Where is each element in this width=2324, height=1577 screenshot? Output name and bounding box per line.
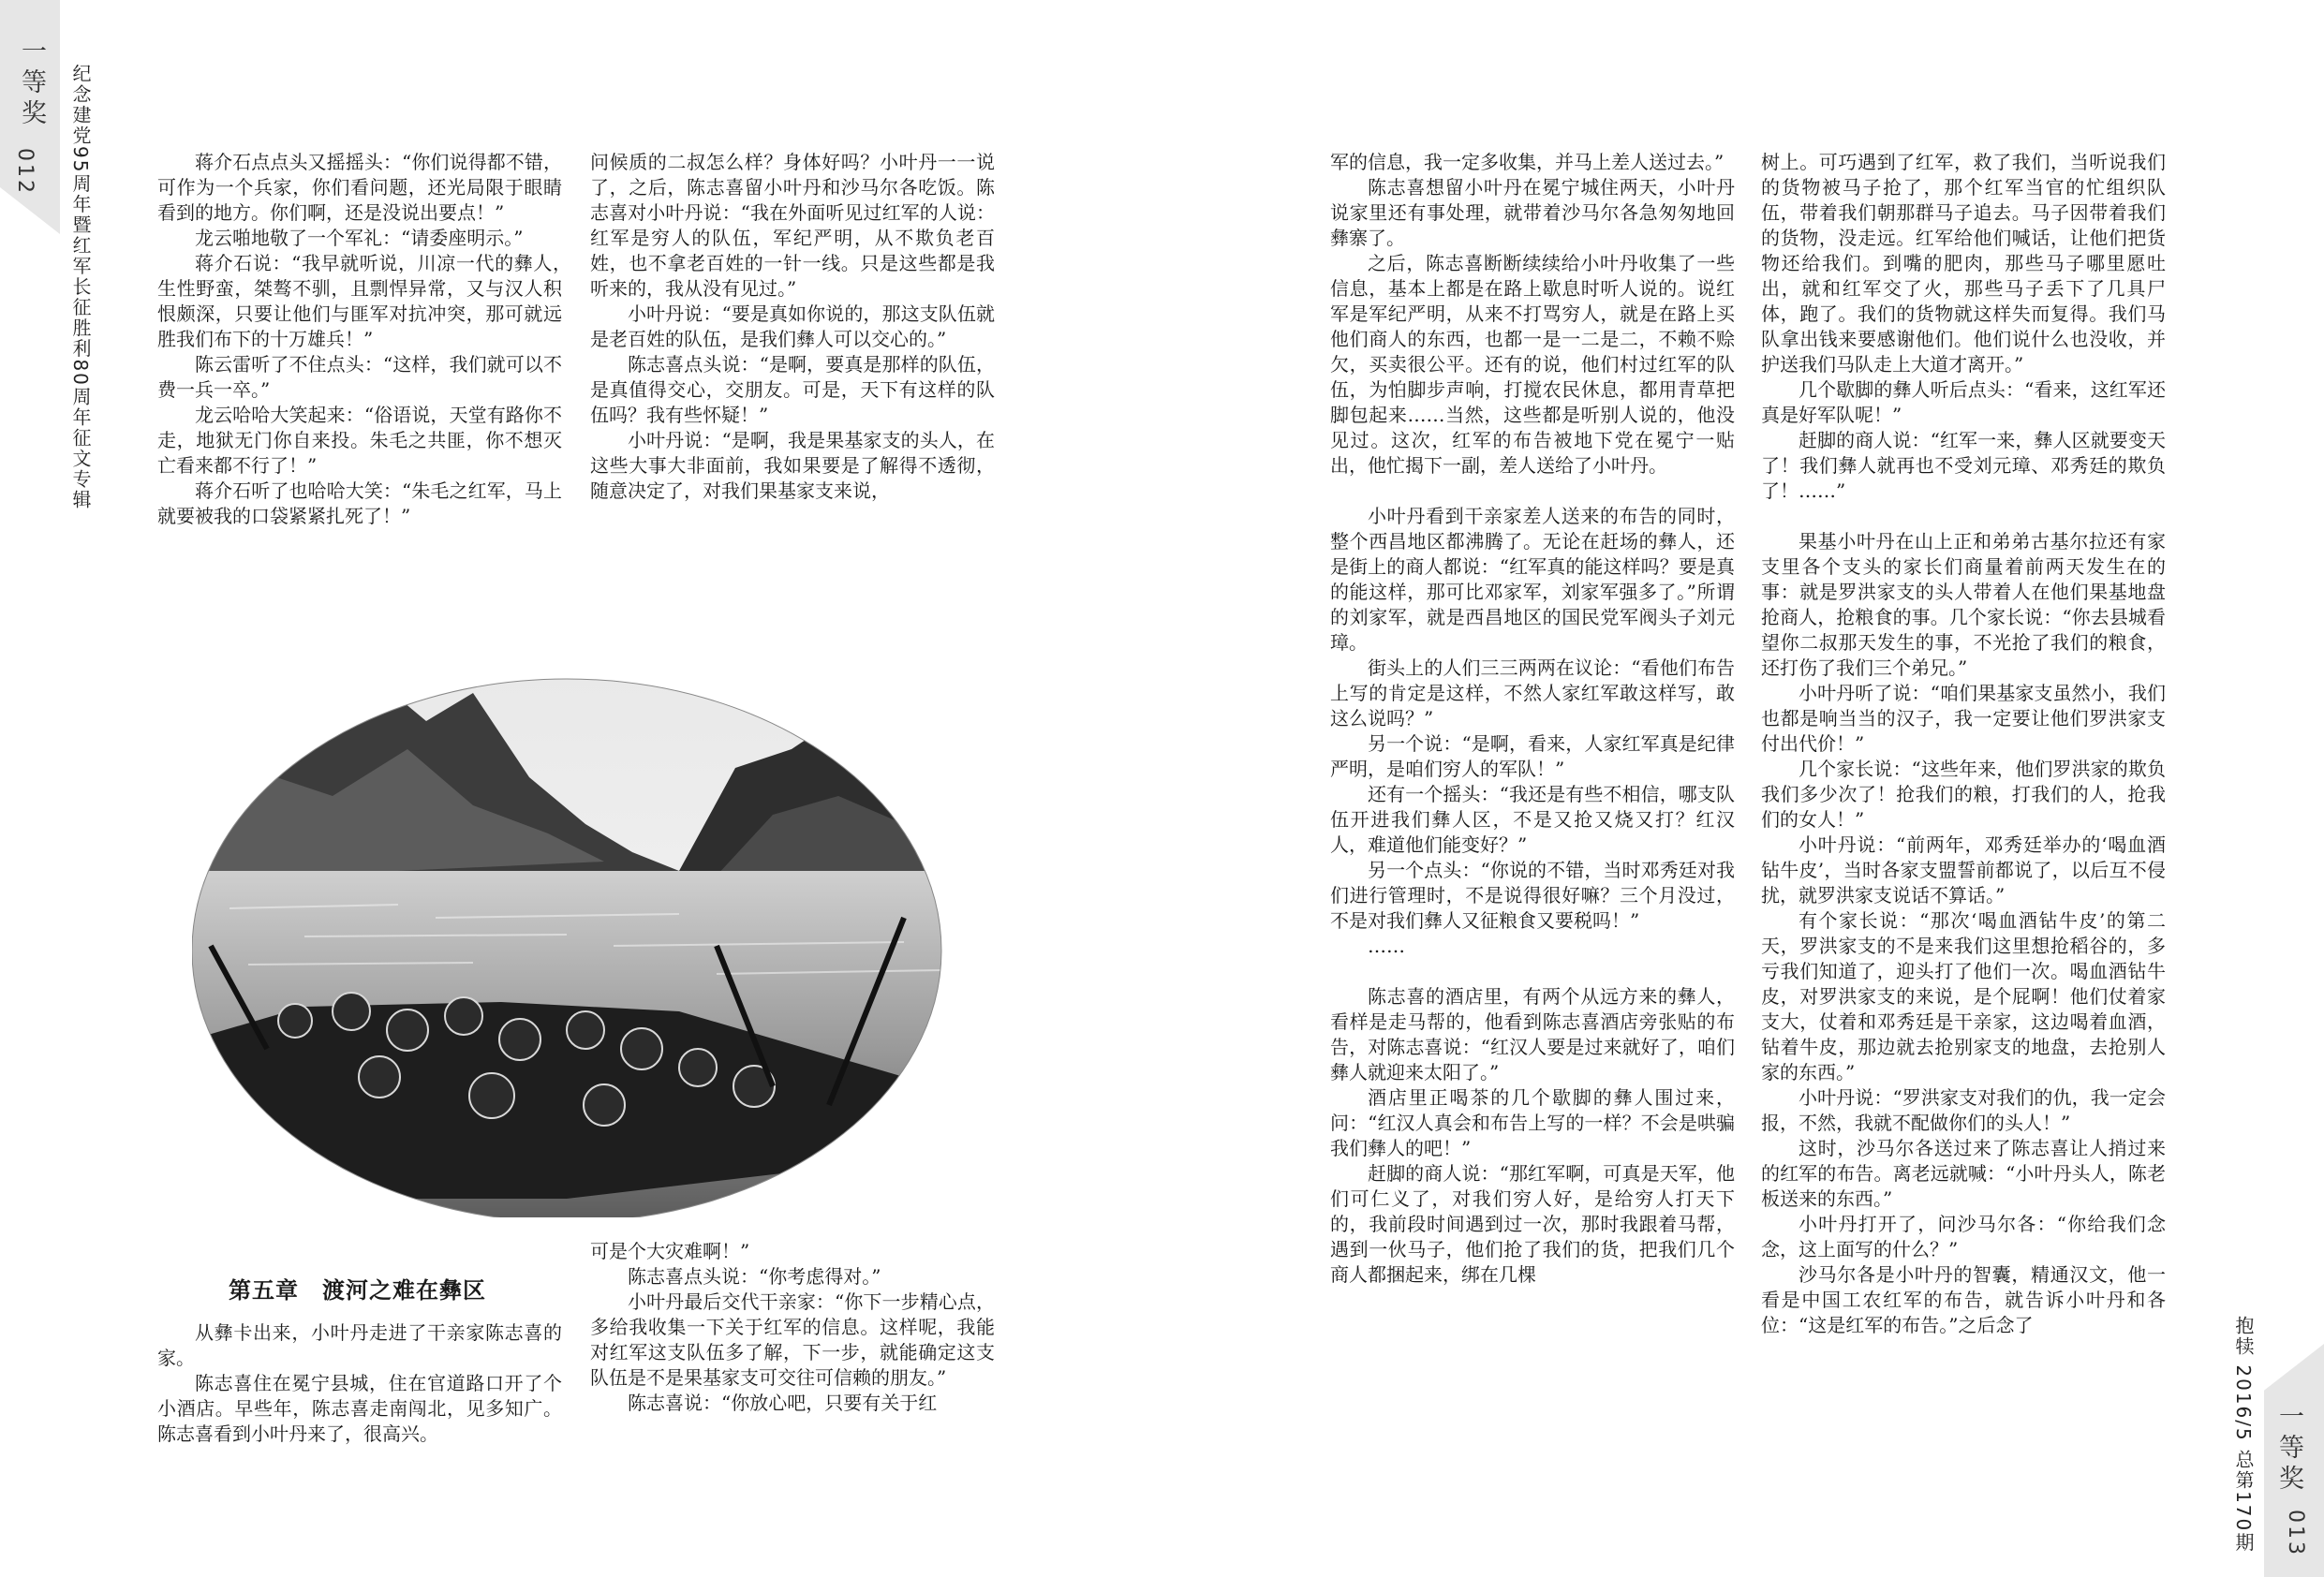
text-column-1 (157, 150, 581, 529)
paragraph: 小叶丹说：“是啊，我是果基家支的头人，在这些大事大非面前，我如果要是了解得不透彻，随意决定了，对我们果基家支来说， (590, 429, 995, 502)
paragraph: 几个歇脚的彝人听后点头：“看来，这红军还真是好军队呢！” (1761, 378, 2166, 426)
left-award-label: 一等奖 (17, 37, 46, 130)
paragraph: 酒店里正喝茶的几个歇脚的彝人围过来，问：“红汉人真会和布告上写的一样？不会是哄骗我们彝人的吧！” (1330, 1086, 1735, 1159)
right-page-number: 013 (2284, 1510, 2307, 1557)
paragraph: 这时，沙马尔各送过来了陈志喜让人捎过来的红军的布告。离老远就喊：“小叶丹头人，陈老板送来的东西。” (1761, 1137, 2166, 1210)
paragraph: 小叶丹说：“要是真如你说的，那这支队伍就是老百姓的队伍，是我们彝人可以交心的。” (590, 302, 995, 350)
right-page (1162, 0, 2324, 1577)
paragraph: 陈志喜想留小叶丹在冕宁城住两天，小叶丹说家里还有事处理，就带着沙马尔各急匆匆地回彝寨了。 (1330, 176, 1735, 249)
paragraph: 陈志喜点头说：“是啊，要真是那样的队伍，是真值得交心，交朋友。可是，天下有这样的队伍吗？我有些怀疑！” (590, 353, 995, 426)
text-column-2 (590, 150, 995, 504)
paragraph: 赶脚的商人说：“红军一来，彝人区就要变天了！我们彝人就再也不受刘元璋、邓秀廷的欺负了！……” (1761, 429, 2166, 502)
paragraph: 小叶丹说：“前两年，邓秀廷举办的‘喝血酒钻牛皮’，当时各家支盟誓前都说了，以后互不侵扰，就罗洪家支说话不算话。” (1761, 833, 2166, 906)
issue-label: 抱犊 2016/5 总第170期 (2232, 1316, 2255, 1554)
paragraph: 小叶丹打开了，问沙马尔各：“你给我们念念，这上面写的什么？” (1761, 1213, 2166, 1260)
river-crossing-illustration (192, 637, 1129, 1217)
paragraph: 龙云啪地敬了一个军礼：“请委座明示。” (195, 227, 524, 249)
paragraph: 街头上的人们三三两两在议论：“看他们布告上写的肯定是这样，不然人家红军敢这样写，敢这么说吗？” (1330, 656, 1735, 730)
paragraph: 陈志喜的酒店里，有两个从远方来的彝人，看样是走马帮的，他看到陈志喜酒店旁张贴的布告，对陈志喜说：“红汉人要是过来就好了，咱们彝人就迎来太阳了。” (1330, 985, 1735, 1083)
paragraph: 蒋介石说：“我早就听说，川凉一代的彝人， 生性野蛮，桀骜不驯，且剽悍异常，又与汉人积恨颇深，只要让他们与匪军对抗冲突，那可就远胜我们布下的十万雄兵！” (157, 252, 581, 350)
paragraph: 赶脚的商人说：“那红军啊，可真是天军，他们可仁义了，对我们穷人好，是给穷人打天下的，我前段时间遇到过一次，那时我跟着马帮，遇到一伙马子，他们抢了我们的货，把我们几个商人都捆起来，绑在几棵 (1330, 1162, 1735, 1286)
paragraph: 蒋介石点点头又摇摇头：“你们说得都不错，可作为一个兵家，你们看问题，还光局限于眼睛看到的地方。你们啊，还是没说出要点！” (157, 151, 562, 224)
text-column-4 (590, 1239, 995, 1416)
paragraph: 之后，陈志喜断断续续给小叶丹收集了一些信息，基本上都是在路上歇息时听人说的。说红军是军纪严明，从来不打骂穷人，就是在路上买他们商人的东西，也都一是一二是二，不赖不赊欠，买卖很公平。还有的说，他们村过红军的队伍，为怕脚步声响，打搅农民休息，都用青草把脚包起来……当然，这些都是听别人说的，他没见过。这次，红军的布告被地下党在冕宁一贴出，他忙揭下一副，差人送给了小叶丹。 (1330, 252, 1735, 477)
paragraph: 树上。可巧遇到了红军，救了我们，当听说我们的货物被马子抢了，那个红军当官的忙组织队伍，带着我们朝那群马子追去。马子因带着我们的货物，没走远。红军给他们喊话，让他们把货物还给我们。到嘴的肥肉，那些马子哪里愿吐出，就和红军交了火，那些马子丢下了几具尸体，跑了。我们的货物就这样失而复得。我们马队拿出钱来要感谢他们。他们说什么也没收，并护送我们马队走上大道才离开。” (1761, 151, 2166, 376)
paragraph: 蒋介石听了也哈哈大笑：“朱毛之红军，马上就要被我的口袋紧紧扎死了！” (157, 479, 562, 527)
paragraph: 另一个点头：“你说的不错，当时邓秀廷对我们进行管理时，不是说得很好嘛？三个月没过，不是对我们彝人又征粮食又要税吗！” (1330, 859, 1735, 932)
paragraph: 果基小叶丹在山上正和弟弟古基尔拉还有家支里各个支头的家长们商量着前两天发生在的事：就是罗洪家支的头人带着人在他们果基地盘抢商人，抢粮食的事。几个家长说：“你去县城看望你二叔那天发生的事，不光抢了我们的粮食，还打伤了我们三个弟兄。” (1761, 530, 2166, 679)
paragraph: 小叶丹说：“罗洪家支对我们的仇，我一定会报，不然，我就不配做你们的头人！” (1761, 1086, 2166, 1134)
left-page-number: 012 (13, 148, 37, 196)
paragraph: 陈志喜说：“你放心吧，只要有关于红 (628, 1392, 938, 1414)
paragraph: 龙云哈哈大笑起来：“俗语说，天堂有路你不走，地狱无门你自来投。朱毛之共匪，你不想灭亡看来都不行了！” (157, 404, 562, 477)
paragraph: 还有一个摇头：“我还是有些不相信，哪支队伍开进我们彝人区，不是又抢又烧又打？红汉人，难道他们能变好？” (1330, 783, 1735, 856)
paragraph: 小叶丹看到干亲家差人送来的布告的同时，整个西昌地区都沸腾了。无论在赶场的彝人，还是街上的商人都说：“红军真的能这样吗？要是真的能这样，那可比邓家军，刘家军强多了。”所谓的刘家军，就是西昌地区的国民党军阀头子刘元璋。 (1330, 505, 1735, 654)
paragraph: 沙马尔各是小叶丹的智囊，精通汉文，他一看是中国工农红军的布告，就告诉小叶丹和各位：“这是红军的布告。”之后念了 (1761, 1263, 2166, 1336)
column-title: 纪念建党95周年暨红军长征胜利80周年征文专辑 (69, 64, 92, 510)
paragraph: 军的信息，我一定多收集，并马上差人送过去。” (1330, 151, 1724, 173)
text-column-6 (1761, 150, 2166, 1338)
paragraph: 陈志喜住在冕宁县城，住在官道路口开了个小酒店。早些年，陈志喜走南闯北，见多知广。陈志喜看到小叶丹来了，很高兴。 (157, 1372, 562, 1445)
paragraph: 有个家长说：“那次‘喝血酒钻牛皮’的第二天，罗洪家支的不是来我们这里想抢稻谷的，多亏我们知道了，迎头打了他们一次。喝血酒钻牛皮，对罗洪家支的来说，是个屁啊！他们仗着家支大，仗着和邓秀廷是干亲家，这边喝着血酒，钻着牛皮，那边就去抢别家支的地盘，去抢别人家的东西。” (1761, 909, 2166, 1083)
paragraph: …… (1368, 935, 1405, 957)
paragraph: 几个家长说：“这些年来，他们罗洪家的欺负我们多少次了！抢我们的粮，打我们的人，抢我们的女人！” (1761, 758, 2166, 831)
paragraph: 可是个大灾难啊！” (590, 1240, 750, 1262)
right-award-label: 一等奖 (2274, 1403, 2303, 1496)
chapter-title: 第五章 渡河之难在彝区 (229, 1277, 486, 1304)
paragraph: 小叶丹听了说：“咱们果基家支虽然小，我们也都是响当当的汉子，我一定要让他们罗洪家支付出代价！” (1761, 682, 2166, 755)
paragraph: 另一个说：“是啊，看来，人家红军真是纪律严明，是咱们穷人的军队！” (1330, 732, 1735, 780)
paragraph: 从彝卡出来，小叶丹走进了干亲家陈志喜的家。 (157, 1321, 562, 1369)
paragraph: 陈志喜点头说：“你考虑得对。” (628, 1265, 881, 1288)
text-column-3 (157, 1320, 562, 1447)
text-column-5 (1330, 150, 1735, 1288)
paragraph: 小叶丹最后交代干亲家：“你下一步精心点，多给我收集一下关于红军的信息。这样呢，我能对红军这支队伍多了解，下一步，就能确定这支队伍是不是果基家支可交往可信赖的朋友。” (590, 1290, 995, 1389)
paragraph: 问候质的二叔怎么样？身体好吗？小叶丹一一说了，之后，陈志喜留小叶丹和沙马尔各吃饭。陈志喜对小叶丹说：“我在外面听见过红军的人说：红军是穷人的队伍，军纪严明，从不欺负老百姓，也不拿老百姓的一针一线。只是这些都是我听来的，我从没有见过。” (590, 151, 995, 300)
paragraph: 陈云雷听了不住点头：“这样，我们就可以不费一兵一卒。” (157, 353, 562, 401)
